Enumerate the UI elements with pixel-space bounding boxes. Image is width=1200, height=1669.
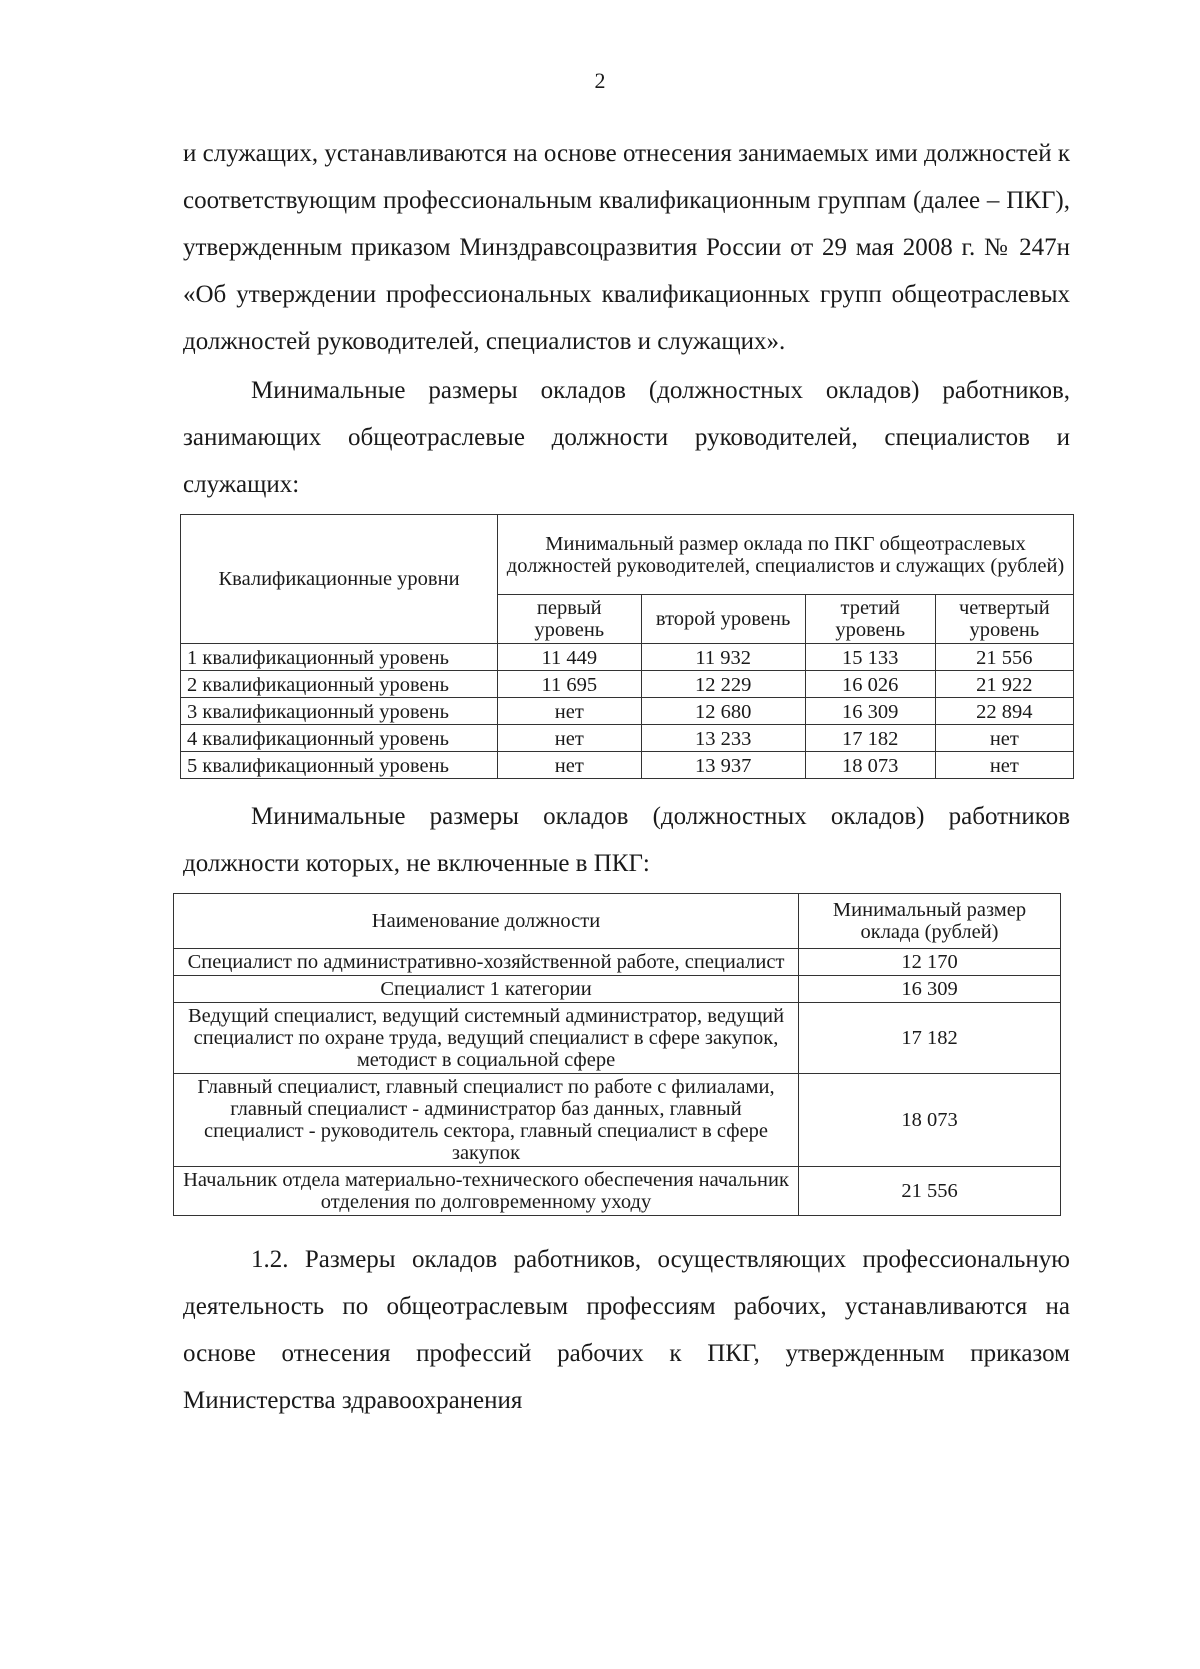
table2-salary: 16 309 bbox=[799, 976, 1061, 1003]
table2-salary: 18 073 bbox=[799, 1074, 1061, 1167]
table1-cell: нет bbox=[935, 725, 1073, 752]
table2-header-salary: Минимальный размер оклада (рублей) bbox=[799, 894, 1061, 949]
table1-cell: 15 133 bbox=[805, 644, 935, 671]
table1-cell: 17 182 bbox=[805, 725, 935, 752]
paragraph-table1-caption: Минимальные размеры окладов (должностных окладов) работников, занимающих общеотраслевые должности руководителей, специалистов и служащих: bbox=[183, 377, 1070, 498]
table-row bbox=[174, 1003, 1061, 1074]
table1-cell: 12 680 bbox=[641, 698, 805, 725]
table2-position: Специалист по административно-хозяйственной работе, специалист bbox=[174, 949, 799, 976]
paragraph-section-1-2: 1.2. Размеры окладов работников, осуществляющих профессиональную деятельность по общеотраслевым профессиям рабочих, устанавливаются на основе отнесения профессий рабочих к ПКГ, утвержденным приказом Министерства здравоохранения bbox=[183, 1246, 1070, 1414]
table1-header-levels: Квалификационные уровни bbox=[181, 515, 498, 644]
table1-cell: 16 026 bbox=[805, 671, 935, 698]
table-row bbox=[181, 698, 1074, 725]
table-row bbox=[174, 1167, 1061, 1216]
table1-level: 2 квалификационный уровень bbox=[181, 671, 498, 698]
table-row bbox=[174, 949, 1061, 976]
table-row bbox=[181, 725, 1074, 752]
document-body bbox=[183, 130, 1070, 1424]
table1-cell: 21 556 bbox=[935, 644, 1073, 671]
table1-cell: 16 309 bbox=[805, 698, 935, 725]
table-row bbox=[181, 752, 1074, 779]
table2-salary: 12 170 bbox=[799, 949, 1061, 976]
table-row bbox=[181, 644, 1074, 671]
table1-subheader-1: первый уровень bbox=[498, 595, 641, 644]
table1-cell: 11 695 bbox=[498, 671, 641, 698]
table1-cell: нет bbox=[498, 725, 641, 752]
table2-position: Начальник отдела материально-технического обеспечения начальник отделения по долговременному уходу bbox=[174, 1167, 799, 1216]
table1-subheader-3: третий уровень bbox=[805, 595, 935, 644]
salary-table-pkg bbox=[180, 514, 1074, 779]
table1-cell: 22 894 bbox=[935, 698, 1073, 725]
table1-subheader-2: второй уровень bbox=[641, 595, 805, 644]
table1-level: 5 квалификационный уровень bbox=[181, 752, 498, 779]
table1-cell: нет bbox=[498, 752, 641, 779]
table-row bbox=[174, 976, 1061, 1003]
table1-cell: 11 932 bbox=[641, 644, 805, 671]
table1-subheader-4: четвертый уровень bbox=[935, 595, 1073, 644]
table1-level: 1 квалификационный уровень bbox=[181, 644, 498, 671]
table1-cell: нет bbox=[498, 698, 641, 725]
salary-table-non-pkg bbox=[173, 893, 1061, 1216]
table1-cell: 21 922 bbox=[935, 671, 1073, 698]
table1-cell: 13 233 bbox=[641, 725, 805, 752]
table2-position: Специалист 1 категории bbox=[174, 976, 799, 1003]
table1-header-salary: Минимальный размер оклада по ПКГ общеотраслевых должностей руководителей, специалистов и служащих (рублей) bbox=[498, 515, 1074, 595]
table2-position: Главный специалист, главный специалист по работе с филиалами, главный специалист - администратор баз данных, главный специалист - руководитель сектора, главный специалист в сфере закупок bbox=[174, 1074, 799, 1167]
table2-header-position: Наименование должности bbox=[174, 894, 799, 949]
table1-cell: 13 937 bbox=[641, 752, 805, 779]
paragraph-table2-caption: Минимальные размеры окладов (должностных окладов) работников должности которых, не включенные в ПКГ: bbox=[183, 803, 1070, 877]
table2-salary: 21 556 bbox=[799, 1167, 1061, 1216]
table-row bbox=[181, 671, 1074, 698]
page-number: 2 bbox=[594, 68, 606, 93]
table-row bbox=[174, 1074, 1061, 1167]
table2-position: Ведущий специалист, ведущий системный администратор, ведущий специалист по охране труда, ведущий специалист в сфере закупок, методист в социальной сфере bbox=[174, 1003, 799, 1074]
table1-cell: 18 073 bbox=[805, 752, 935, 779]
paragraph-intro: и служащих, устанавливаются на основе отнесения занимаемых ими должностей к соответствующим профессиональным квалификационным группам (далее – ПКГ), утвержденным приказом Минздравсоцразвития России от 29 мая 2008 г. № 247н «Об утверждении профессиональных квалификационных групп общеотраслевых должностей руководителей, специалистов и служащих». bbox=[183, 140, 1070, 355]
table1-cell: 12 229 bbox=[641, 671, 805, 698]
table1-cell: 11 449 bbox=[498, 644, 641, 671]
table2-salary: 17 182 bbox=[799, 1003, 1061, 1074]
table1-level: 4 квалификационный уровень bbox=[181, 725, 498, 752]
table1-cell: нет bbox=[935, 752, 1073, 779]
table1-level: 3 квалификационный уровень bbox=[181, 698, 498, 725]
